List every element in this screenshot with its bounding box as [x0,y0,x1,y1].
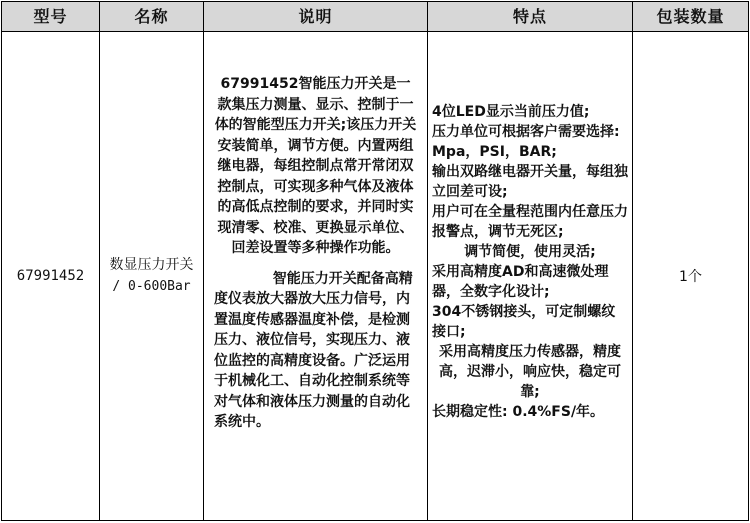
description-cell [204,32,427,520]
header-quantity: 包装数量 [656,7,725,26]
description-paragraph-2: 智能压力开关配备高精度仪表放大器放大压力信号，内置温度传感器温度补偿，是检测压力、液位信号，实现压力、液位监控的高精度设备。广泛运用于机械化工、自动化控制系统等对气体和液体压力测量的自动化系统中。 [214,270,413,430]
feature-item: 4位LED显示当前压力值; [432,104,590,120]
header-name: 名称 [134,7,169,26]
feature-item: 采用高精度AD和高速微处理器，全数字化设计; [432,264,609,300]
feature-item: 输出双路继电器开关量，每组独立回差可设; [432,164,628,200]
feature-item: 调节简便，使用灵活; [464,244,596,260]
features-cell [428,32,632,520]
header-description: 说明 [298,7,333,26]
feature-item: 压力单位可根据客户需要选择: Mpa，PSI，BAR; [432,124,620,160]
feature-item: 采用高精度压力传感器，精度高，迟滞小，响应快，稳定可靠; [439,344,621,400]
product-table [1,1,749,521]
feature-item: 用户可在全量程范围内任意压力报警点，调节无死区; [432,204,628,240]
feature-item: 304不锈钢接头，可定制螺纹接口; [432,304,616,340]
model-cell: 67991452 [16,268,85,284]
header-model: 型号 [33,7,68,26]
feature-item: 长期稳定性: 0.4%FS/年。 [432,404,605,420]
description-paragraph-1: 67991452智能压力开关是一款集压力测量、显示、控制于一体的智能型压力开关;该压力开关安装简单，调节方便。内置两组继电器，每组控制点常开常闭双控制点，可实现多种气体及液体的高低点控制的要求，并同时实现清零、校准、更换显示单位、回差设置等多种操作功能。 [214,76,417,256]
quantity-cell: 1个 [679,269,702,285]
header-features: 特点 [512,7,547,26]
name-line-2: / 0-600Bar [112,279,191,294]
name-cell [100,32,203,520]
name-line-1: 数显压力开关 [109,257,194,273]
